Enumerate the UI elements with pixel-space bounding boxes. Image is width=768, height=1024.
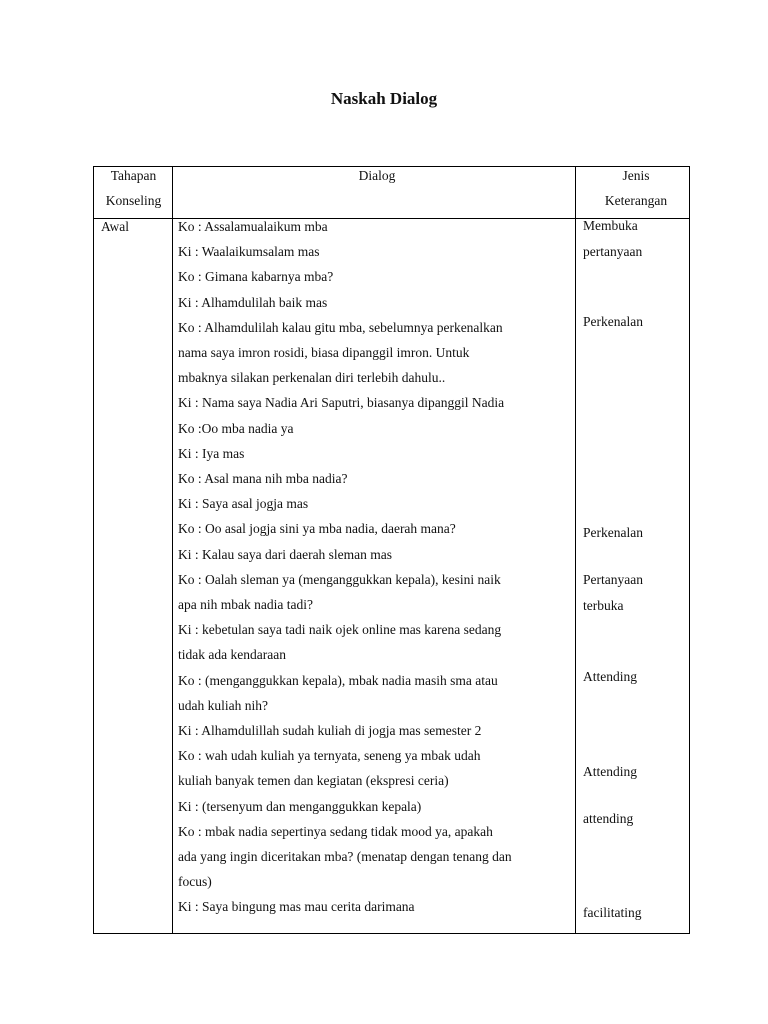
dialog-line: udah kuliah nih? bbox=[178, 697, 268, 713]
header-stage-line: Tahapan bbox=[110, 168, 157, 183]
dialog-line: Ko : Oalah sleman ya (menganggukkan kepala), kesini naik bbox=[178, 571, 501, 587]
dialog-line: Ki : Alhamdulilah baik mas bbox=[178, 294, 328, 310]
dialog-line: focus) bbox=[178, 874, 212, 890]
dialog-line: apa nih mbak nadia tadi? bbox=[178, 597, 313, 613]
header-dialog: Dialog bbox=[358, 168, 396, 183]
dialog-line: kuliah banyak temen dan kegiatan (ekspresi ceria) bbox=[178, 773, 449, 789]
dialog-line: Ki : (tersenyum dan menganggukkan kepala) bbox=[178, 798, 422, 814]
note: pertanyaan bbox=[583, 244, 643, 259]
note: attending bbox=[583, 811, 634, 826]
note: Attending bbox=[583, 669, 637, 684]
dialog-line: Ki : kebetulan saya tadi naik ojek online mas karena sedang bbox=[178, 622, 502, 638]
dialog-line: Ki : Kalau saya dari daerah sleman mas bbox=[178, 546, 393, 562]
note: Perkenalan bbox=[583, 314, 643, 329]
header-stage bbox=[95, 163, 172, 213]
dialog-line: ada yang ingin diceritakan mba? (menatap dengan tenang dan bbox=[178, 849, 512, 865]
note: Membuka bbox=[583, 218, 638, 233]
note: Pertanyaan bbox=[583, 572, 643, 587]
dialog-line: Ki : Nama saya Nadia Ari Saputri, biasanya dipanggil Nadia bbox=[178, 395, 505, 411]
dialog-line: nama saya imron rosidi, biasa dipanggil imron. Untuk bbox=[178, 345, 470, 361]
header-type-line: Jenis bbox=[622, 168, 650, 183]
dialog-line: Ki : Iya mas bbox=[178, 445, 245, 461]
dialog-line: Ki : Alhamdulillah sudah kuliah di jogja mas semester 2 bbox=[178, 723, 482, 739]
dialog-line: Ki : Saya asal jogja mas bbox=[178, 496, 309, 512]
header-stage-line: Konseling bbox=[105, 193, 162, 209]
dialog-cell bbox=[178, 214, 576, 920]
header-type bbox=[583, 163, 689, 213]
dialog-line: Ki : Saya bingung mas mau cerita darimana bbox=[178, 899, 415, 915]
dialog-line: Ko :Oo mba nadia ya bbox=[178, 420, 294, 436]
page-title: Naskah Dialog bbox=[330, 89, 438, 108]
dialog-line: Ko : (menganggukkan kepala), mbak nadia masih sma atau bbox=[178, 672, 498, 688]
note: facilitating bbox=[583, 905, 642, 920]
note: terbuka bbox=[583, 598, 624, 613]
dialog-line: tidak ada kendaraan bbox=[178, 647, 286, 663]
note: Perkenalan bbox=[583, 525, 643, 540]
dialog-line: Ko : Asal mana nih mba nadia? bbox=[178, 471, 348, 487]
dialog-table bbox=[93, 166, 690, 934]
dialog-line: Ki : Waalaikumsalam mas bbox=[178, 244, 320, 260]
dialog-line: Ko : wah udah kuliah ya ternyata, seneng ya mbak udah bbox=[178, 748, 481, 764]
note: Attending bbox=[583, 764, 637, 779]
dialog-line: Ko : mbak nadia sepertinya sedang tidak mood ya, apakah bbox=[178, 823, 493, 839]
dialog-line: Ko : Gimana kabarnya mba? bbox=[178, 269, 334, 285]
dialog-line: mbaknya silakan perkenalan diri terlebih dahulu.. bbox=[178, 370, 446, 386]
column-divider bbox=[172, 167, 173, 933]
stage-cell: Awal bbox=[101, 219, 130, 234]
header-type-line: Keterangan bbox=[604, 193, 668, 209]
dialog-line: Ko : Oo asal jogja sini ya mba nadia, daerah mana? bbox=[178, 521, 456, 537]
dialog-line: Ko : Assalamualaikum mba bbox=[178, 219, 328, 234]
dialog-line: Ko : Alhamdulilah kalau gitu mba, sebelumnya perkenalkan bbox=[178, 319, 503, 335]
